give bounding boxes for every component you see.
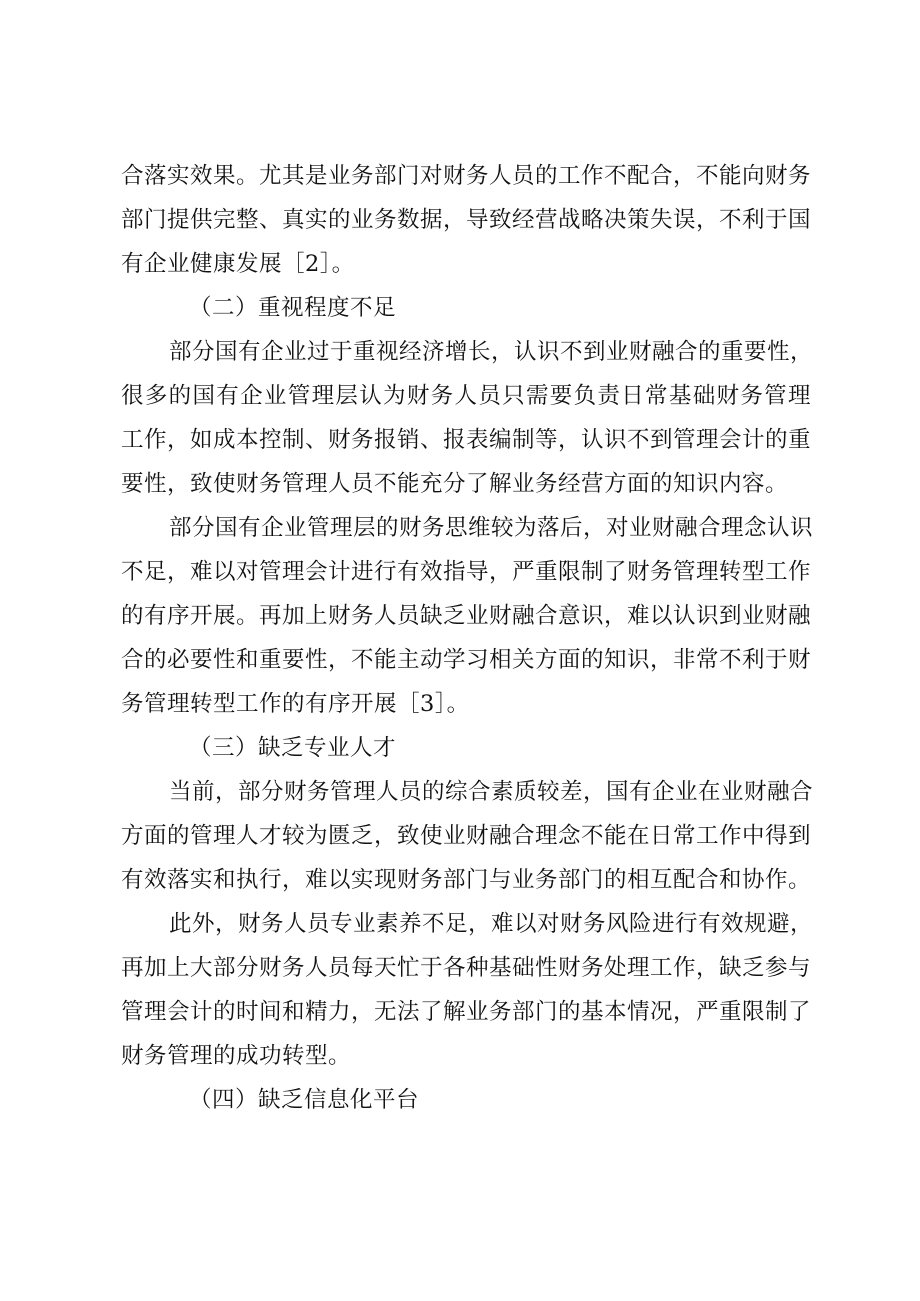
section-heading-3 — [121, 726, 811, 770]
text-line: 工作，如成本控制、财务报销、报表编制等，认识不到管理会计的重 — [121, 427, 812, 453]
text-line: 合落实效果。尤其是业务部门对财务人员的工作不配合，不能向财务 — [121, 163, 812, 189]
text-line: 再加上大部分财务人员每天忙于各种基础性财务处理工作，缺乏参与 — [121, 955, 812, 981]
paragraph — [121, 506, 814, 726]
text-line: 部门提供完整、真实的业务数据，导致经营战略决策失误，不利于国 — [121, 207, 812, 233]
text-line: 当前，部分财务管理人员的综合素质较差，国有企业在业财融合 — [169, 779, 814, 805]
section-heading: （三）缺乏专业人才 — [189, 735, 397, 761]
text-line: 不足，难以对管理会计进行有效指导，严重限制了财务管理转型工作 — [121, 559, 812, 585]
text-line: 部分国有企业过于重视经济增长，认识不到业财融合的重要性， — [169, 339, 814, 365]
section-heading: （四）缺乏信息化平台 — [189, 1087, 420, 1113]
paragraph — [121, 902, 814, 1078]
section-heading-4 — [121, 1078, 811, 1122]
text-line: 要性，致使财务管理人员不能充分了解业务经营方面的知识内容。 — [121, 471, 789, 497]
paragraph — [121, 330, 814, 506]
text-line: 有企业健康发展［2］。 — [121, 251, 355, 277]
text-line: 务管理转型工作的有序开展［3］。 — [121, 691, 470, 717]
section-heading-2 — [121, 286, 811, 330]
text-line: 此外，财务人员专业素养不足，难以对财务风险进行有效规避， — [169, 911, 814, 937]
paragraph-continuation — [121, 154, 811, 286]
text-line: 方面的管理人才较为匮乏，致使业财融合理念不能在日常工作中得到 — [121, 823, 812, 849]
text-line: 有效落实和执行，难以实现财务部门与业务部门的相互配合和协作。 — [121, 867, 812, 893]
paragraph — [121, 770, 814, 902]
text-line: 管理会计的时间和精力，无法了解业务部门的基本情况，严重限制了 — [121, 999, 812, 1025]
text-line: 很多的国有企业管理层认为财务人员只需要负责日常基础财务管理 — [121, 383, 811, 409]
section-heading: （二）重视程度不足 — [189, 295, 397, 321]
text-line: 财务管理的成功转型。 — [121, 1043, 352, 1069]
text-line: 合的必要性和重要性，不能主动学习相关方面的知识，非常不利于财 — [121, 647, 812, 673]
text-line: 部分国有企业管理层的财务思维较为落后，对业财融合理念认识 — [169, 515, 814, 541]
document-body — [121, 154, 814, 1122]
text-line: 的有序开展。再加上财务人员缺乏业财融合意识，难以认识到业财融 — [121, 603, 812, 629]
